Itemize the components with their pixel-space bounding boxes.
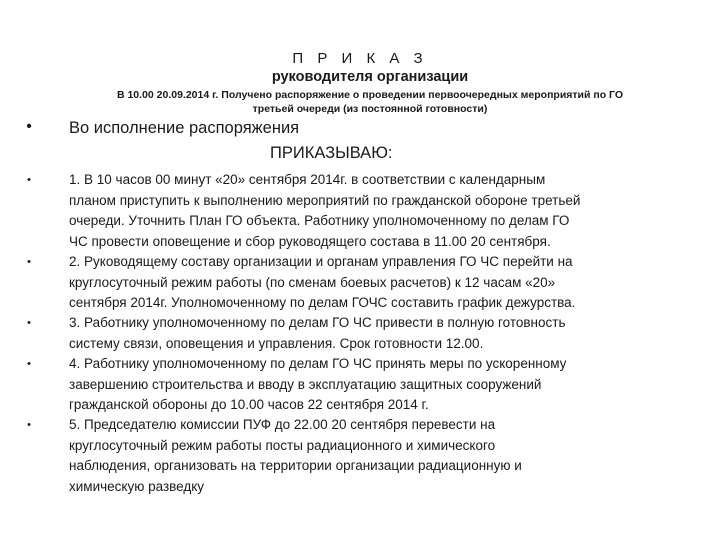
list-item [69,252,709,314]
item-line: круглосуточный режим работы посты радиационного и химического [69,437,496,453]
header-note [60,88,680,116]
item-line: наблюдения, организовать на территории организации радиационную и [69,458,522,473]
item-line: гражданской обороны до 10.00 часов 22 сентября 2014 г. [69,397,429,412]
list-item [69,170,709,252]
list-item [69,313,709,354]
item-line: химическую разведку [69,478,205,494]
item-line: 4. Работнику уполномоченному по делам ГО ЧС принять меры по ускоренному [69,356,567,371]
bullet-icon: • [26,118,32,135]
item-line: очереди. Уточнить План ГО объекта. Работнику уполномоченному по делам ГО [69,213,570,228]
item-line: круглосуточный режим работы (по сменам боевых расчетов) к 12 часам «20» [69,274,556,290]
header-note-line: В 10.00 20.09.2014 г. Получено распоряжение о проведении первоочередных мероприятий по ГО [116,89,624,101]
item-line: систему связи, оповещения и управления. Срок готовности 12.00. [69,335,484,351]
bullet-icon: • [27,419,31,431]
item-line: 3. Работнику уполномоченному по делам ГО ЧС привести в полную готовность [69,315,566,330]
item-line: 1. В 10 часов 00 минут «20» сентября 2014г. в соответствии с календарным [69,172,546,187]
item-line: ЧС провести оповещение и сбор руководящего состава в 11.00 20 сентября. [69,233,551,249]
item-line: завершению строительства и вводу в эксплуатацию защитных сооружений [69,376,542,392]
list-item [69,354,709,416]
order-heading: ПРИКАЗЫВАЮ: [270,144,393,162]
document-title: П Р И К А З [292,50,428,67]
item-line: 2. Руководящему составу организации и органам управления ГО ЧС перейти на [69,254,573,269]
item-line: 5. Председателю комиссии ПУФ до 22.00 20 сентября перевести на [69,417,496,432]
bullet-icon: • [27,256,31,268]
item-line: планом приступить к выполнению мероприятий по гражданской обороне третьей [69,192,581,208]
list-item [69,415,709,497]
bullet-icon: • [27,358,31,370]
intro-text: Во исполнение распоряжения [69,119,300,137]
header-note-line: третьей очереди (из постоянной готовности) [252,103,488,115]
bullet-icon: • [27,174,31,186]
bullet-icon: • [27,317,31,329]
item-line: сентября 2014г. Уполномоченному по делам ГОЧС составить график дежурства. [69,295,576,310]
document-subtitle: руководителя организации [271,69,469,85]
